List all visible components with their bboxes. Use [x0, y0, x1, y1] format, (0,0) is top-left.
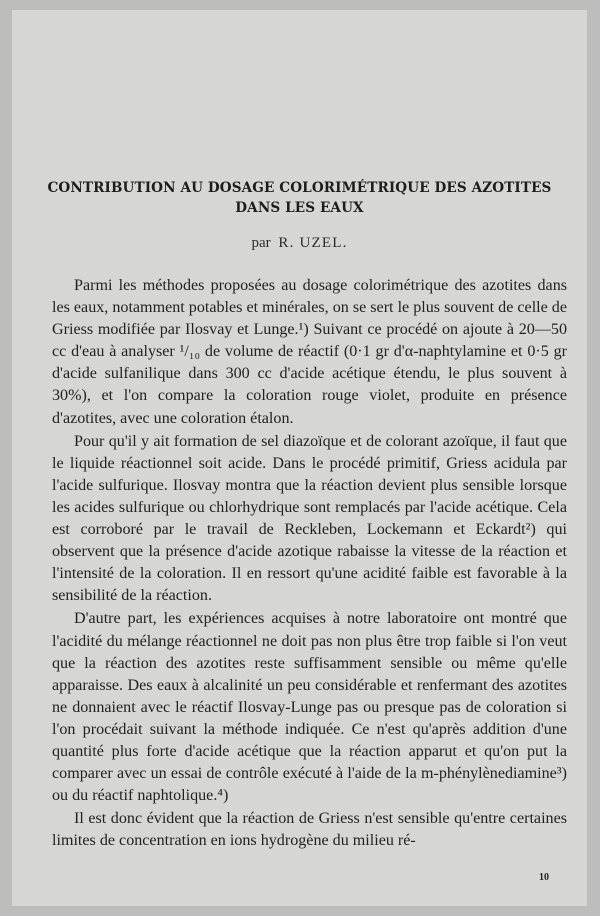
- paragraph-2: Pour qu'il y ait formation de sel diazoïque et de colorant azoïque, il faut que le liquide réactionnel soit acide. Dans le procédé primitif, Griess acidula par l'acide sulfurique. Ilosvay montra que la réaction devient plus sensible lorsque les acides sulfurique ou chlorhydrique sont remplacés par l'acide acétique. Cela est corroboré par le travail de Reckleben, Lockemann et Eckardt²) qui observent que la présence d'acide azotique rabaisse la vitesse de la réaction et l'intensité de la coloration. Il en ressort qu'une acidité faible est favorable à la sensibilité de la réaction.: [52, 432, 567, 605]
- article-body: [52, 275, 567, 852]
- byline-prefix: par: [251, 235, 271, 251]
- paragraph-4: Il est donc évident que la réaction de Griess n'est sensible qu'entre certaines limites de concentration en ions hydrogène du milieu ré-: [52, 810, 567, 850]
- paragraph-3: D'autre part, les expériences acquises à notre laboratoire ont montré que l'acidité du mélange réactionnel ne doit pas non plus être trop faible si l'on veut que la réaction des azotites reste suffisamment sensible ou même qu'elle apparaisse. Des eaux à alcalinité un peu considérable et renfermant des azotites ne donnaient avec le réactif Ilosvay-Lunge pas ou presque pas de coloration si l'on procédait suivant la méthode indiquée. Ce n'est qu'après addition d'une quantité plus forte d'acide acétique que la réaction apparut et qu'on put la comparer avec un essai de contrôle exécuté à l'aide de la m-phénylènediamine³) ou du réactif naphtolique.⁴): [52, 610, 567, 805]
- title-line-1: CONTRIBUTION AU DOSAGE COLORIMÉTRIQUE DES AZOTITES: [47, 180, 552, 196]
- byline: [12, 235, 587, 252]
- author-name: R. UZEL.: [278, 235, 348, 251]
- document-page: [12, 10, 587, 906]
- page-number: 10: [539, 872, 549, 883]
- article-title: [12, 178, 587, 218]
- paragraph-1: Parmi les méthodes proposées au dosage colorimétrique des azotites dans les eaux, notamment potables et minérales, on se sert le plus souvent de celle de Griess modifiée par Ilosvay et Lunge.¹) Suivant ce procédé on ajoute à 20—50 cc d'eau à analyser ¹/₁₀ de volume de réactif (0·1 gr d'α-naphtylamine et 0·5 gr d'acide sulfanilique dans 300 cc d'acide acétique étendu, le plus souvent à 30%), et l'on compare la coloration rouge violet, produite en présence d'azotites, avec une coloration étalon.: [52, 277, 567, 427]
- title-line-2: DANS LES EAUX: [235, 200, 364, 216]
